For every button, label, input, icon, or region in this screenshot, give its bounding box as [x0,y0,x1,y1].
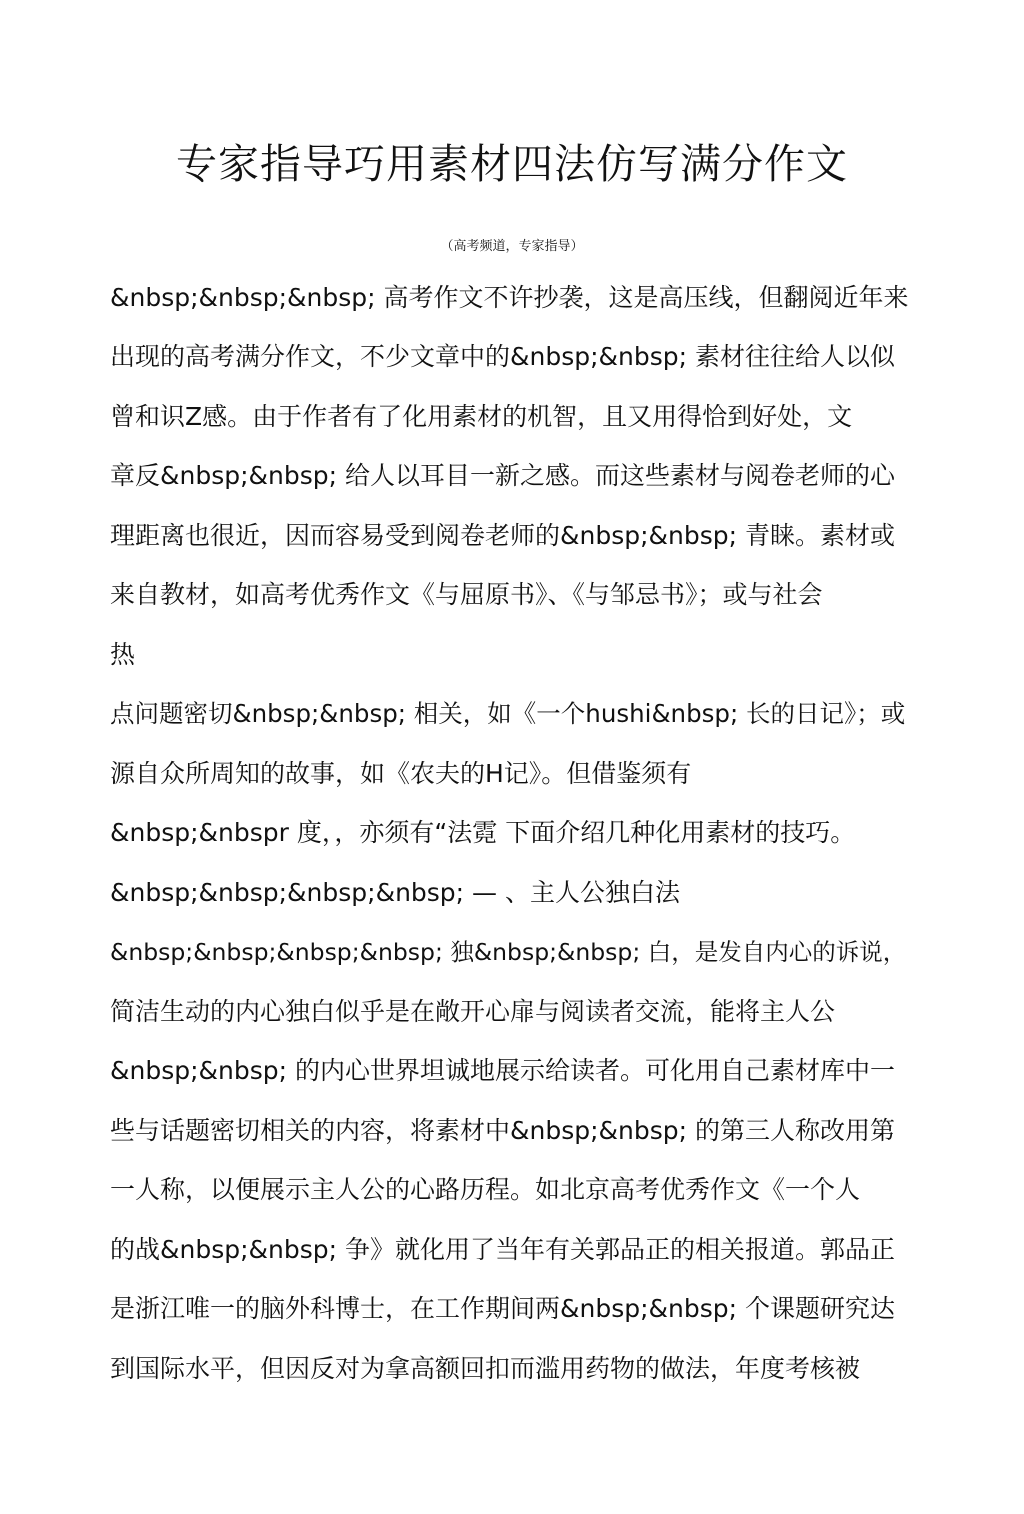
text-line-3: 曾和识Z感。由于作者有了化用素材的机智，且又用得恰到好处，文 [110,402,853,431]
text-line-10: &nbsp;&nbspr 度，，亦须有“法霓 下面介绍几种化用素材的技巧。 [110,818,856,847]
text-line-5: 理距离也很近，因而容易受到阅卷老师的&nbsp;&nbsp; 青睐。素材或 [110,521,895,550]
document-subtitle: （高考频道，专家指导） [440,239,584,254]
text-line-15: 些与话题密切相关的内容，将素材中&nbsp;&nbsp; 的第三人称改用第 [110,1116,895,1145]
text-line-18: 是浙江唯一的脑外科博士，在工作期间两&nbsp;&nbsp; 个课题研究达 [110,1294,895,1323]
text-line-14: &nbsp;&nbsp; 的内心世界坦诚地展示给读者。可化用自己素材库中一 [110,1056,895,1085]
text-line-4: 章反&nbsp;&nbsp; 给人以耳目一新之感。而这些素材与阅卷老师的心 [110,461,895,490]
text-line-7: 热 [110,640,136,669]
text-line-8: 点问题密切&nbsp;&nbsp; 相关，如《一个hushi&nbsp; 长的日记》；或 [110,699,906,728]
text-line-17: 的战&nbsp;&nbsp; 争》就化用了当年有关郭品正的相关报道。郭品正 [110,1235,895,1264]
section-heading-line: &nbsp;&nbsp;&nbsp;&nbsp; — 、主人公独白法 [110,878,680,907]
text-line-12: &nbsp;&nbsp;&nbsp;&nbsp; 独&nbsp;&nbsp; 白，是发自内心的诉说， [110,938,907,966]
text-line-6: 来自教材，如高考优秀作文《与屈原书》、《与邹忌书》；或与社会 [110,580,823,609]
text-line-13: 简洁生动的内心独白似乎是在敞开心扉与阅读者交流，能将主人公 [110,997,836,1026]
text-line-9: 源自众所周知的故事，如《农夫的H记》。但借鉴须有 [110,759,692,788]
text-line-19: 到国际水平，但因反对为拿高额回扣而滥用药物的做法，年度考核被 [110,1354,861,1383]
text-line-16: 一人称，以便展示主人公的心路历程。如北京高考优秀作文《一个人 [110,1175,861,1204]
document-title: 专家指导巧用素材四法仿写满分作文 [176,140,848,188]
text-line-2: 出现的高考满分作文，不少文章中的&nbsp;&nbsp; 素材往往给人以似 [110,342,895,371]
text-line-1: &nbsp;&nbsp;&nbsp; 高考作文不许抄袭，这是高压线，但翻阅近年来 [110,283,909,312]
